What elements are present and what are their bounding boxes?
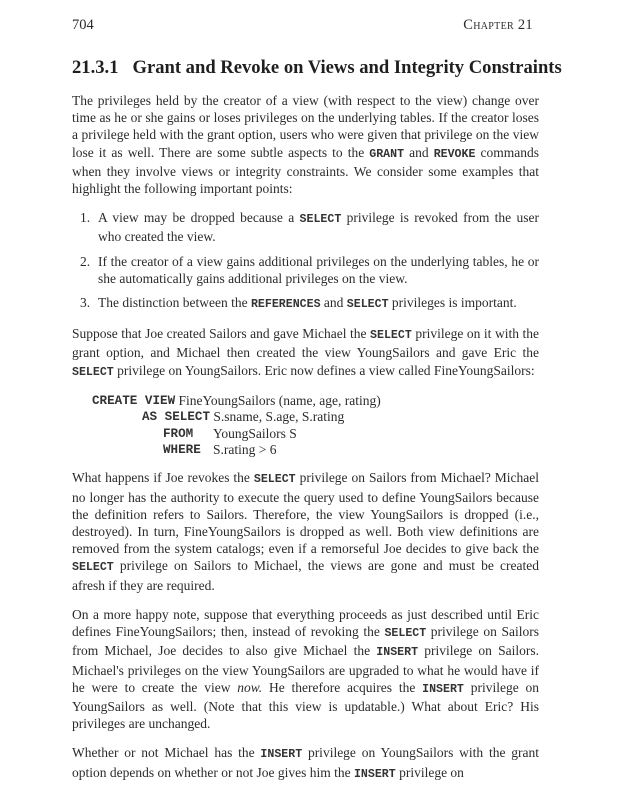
body-text (72, 92, 539, 795)
section-heading (72, 57, 562, 79)
section-number: 21.3.1 (72, 57, 119, 78)
code-line: AS SELECT S.sname, S.age, S.rating (142, 409, 345, 425)
list-item: 1. A view may be dropped because a SELECT privilege is revoked from the user who created the view. (80, 210, 539, 245)
section-title: Grant and Revoke on Views and Integrity Constraints (132, 57, 562, 78)
paragraph-intro: The privileges held by the creator of a view (with respect to the view) change over time as he or she gains or loses privileges on the underlying tables. If the creator loses a privilege held with the grant option, users who were given that privilege on the view lose it as well. There are some subtle aspects to the GRANT and REVOKE commands when they involve views or integrity constraints. We consider some examples that highlight the following important points: (72, 93, 539, 197)
list-item: 3. The distinction between the REFERENCES and SELECT privileges is important. (80, 295, 517, 312)
chapter-header: Chapter 21 (463, 17, 533, 33)
keyword-revoke: REVOKE (433, 147, 476, 161)
page-number: 704 (72, 17, 94, 33)
paragraph-grant-option: Whether or not Michael has the INSERT privilege on YoungSailors with the grant option depends on whether or not Joe gives him the INSERT privilege on (72, 745, 539, 781)
keyword-grant: GRANT (369, 147, 405, 161)
code-line: FROM YoungSailors S (163, 425, 297, 441)
list-item: 2. If the creator of a view gains additional privileges on the underlying tables, he or she automatically gains additional privileges on the view. (80, 253, 539, 286)
paragraph-upgrade: On a more happy note, suppose that everything proceeds as just described until Eric defines FineYoungSailors; then, instead of revoking the SELECT privilege on Sailors from Michael, Joe decides to also give Michael the INSERT privilege on Sailors. Michael's privileges on the view YoungSailors are upgraded to what he would have if he were to create the view now. He therefore acquires the INSERT privilege on YoungSailors as well. (Note that this view is updatable.) What about Eric? His privileges are unchanged. (72, 606, 539, 732)
sql-code-block (92, 393, 539, 459)
code-line: CREATE VIEW FineYoungSailors (name, age, rating) (92, 392, 381, 408)
paragraph-scenario: Suppose that Joe created Sailors and gave Michael the SELECT privilege on it with the grant option, and Michael then created the view YoungSailors and gave Eric the SELECT privilege on YoungSailors. Eric now defines a view called FineYoungSailors: (72, 326, 539, 379)
paragraph-revoke: What happens if Joe revokes the SELECT privilege on Sailors from Michael? Michael no longer has the authority to execute the query used to define YoungSailors because the definition refers to Sailors. Therefore, the view YoungSailors is dropped (i.e., destroyed). In turn, FineYoungSailors is dropped as well. Both view definitions are removed from the system catalogs; even if a remorseful Joe decides to give back the SELECT privilege on Sailors to Michael, the views are gone and must be created afresh if they are required. (72, 470, 539, 593)
points-list (72, 209, 539, 313)
code-line: WHERE S.rating > 6 (163, 442, 277, 458)
